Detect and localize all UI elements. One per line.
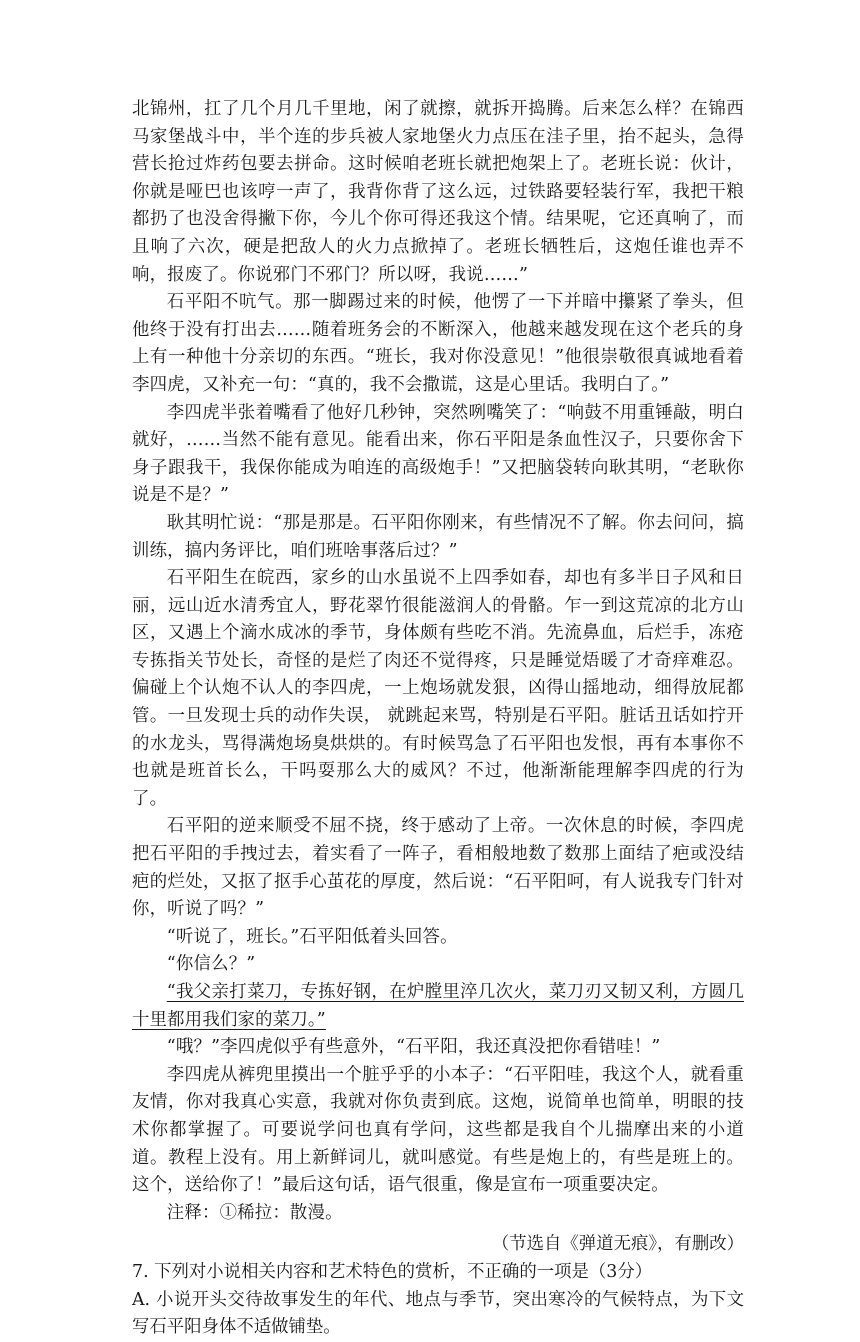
paragraph: “听说了，班长。”石平阳低着头回答。 xyxy=(166,926,458,947)
paragraph: 李四虎从裤兜里摸出一个脏乎乎的小本子：“石平阳哇，我这个人，就看重友情，你对我真心实意，我就对你负责到底。这炮，说简单也简单，明眼的技术你都掌握了。可要说学问也真有学问，这些都是我自个儿揣摩出来的小道道。教程上没有。用上新鲜词儿，就叫感觉。有些是炮上的，有些是班上的。这个，送给你了！”最后这句话，语气很重，像是宣布一项重要决定。 xyxy=(132,1064,744,1196)
paragraph: 耿其明忙说：“那是那是。石平阳你刚来，有些情况不了解。你去问问，搞训练，搞内务评比，咱们班啥事落后过？” xyxy=(132,512,744,561)
paragraph-continued: 北锦州，扛了几个月几千里地，闲了就擦，就拆开捣腾。后来怎么样？在锦西马家堡战斗中，半个连的步兵被人家地堡火力点压在洼子里，抬不起头，急得营长抢过炸药包要去拼命。这时候咱老班长就把炮架上了。老班长说：伙计，你就是哑巴也该哼一声了，我背你背了这么远，过铁路要轻装行军，我把干粮都扔了也没舍得撇下你，今儿个你可得还我这个情。结果呢，它还真响了，而且响了六次，硬是把敌人的火力点掀掉了。老班长牺牲后，这炮任谁也弄不响，报废了。你说邪门不邪门？所以呀，我说……” xyxy=(132,99,744,285)
option-a: A. 小说开头交待故事发生的年代、地点与季节，突出寒冷的气候特点，为下文写石平阳身体不适做铺垫。 xyxy=(132,1289,744,1338)
paragraph: “哦？”李四虎似乎有些意外，“石平阳，我还真没把你看错哇！” xyxy=(166,1037,661,1058)
underlined-text: “我父亲打菜刀，专拣好钢，在炉膛里淬几次火，菜刀刃又韧又利，方圆几十里都用我们家的菜刀。” xyxy=(132,982,744,1030)
source-citation: （节选自《弹道无痕》，有删改） xyxy=(491,1234,744,1255)
paragraph: “你信么？” xyxy=(166,954,256,975)
question-7: 7. 下列对小说相关内容和艺术特色的赏析，不正确的一项是（3分） xyxy=(132,1261,653,1282)
paragraph: 石平阳不吭气。那一脚踢过来的时候，他愣了一下并暗中攥紧了拳头，但他终于没有打出去……随着班务会的不断深入，他越来越发现在这个老兵的身上有一种他十分亲切的东西。“班长，我对你没意见！”他很崇敬很真诚地看着李四虎，又补充一句：“真的，我不会撒谎，这是心里话。我明白了。” xyxy=(132,292,744,395)
paragraph: 石平阳生在皖西，家乡的山水虽说不上四季如春，却也有多半日子风和日丽，远山近水清秀宜人，野花翠竹很能滋润人的骨骼。乍一到这荒凉的北方山区，又遇上个滴水成冰的季节，身体颇有些吃不消。先流鼻血，后烂手，冻疮专拣指关节处长，奇怪的是烂了肉还不觉得疼，只是睡觉焐暖了才奇痒难忍。偏碰上个认炮不认人的李四虎，一上炮场就发狠，凶得山摇地动，细得放屁都管。一旦发现士兵的动作失误， 就跳起来骂，特别是石平阳。脏话丑话如拧开的水龙头，骂得满炮场臭烘烘的。有时候骂急了石平阳也发恨，再有本事你不也就是班首长么，干吗耍那么大的威风？不过，他渐渐能理解李四虎的行为了。 xyxy=(132,568,744,809)
paragraph: 李四虎半张着嘴看了他好几秒钟，突然咧嘴笑了：“响鼓不用重锤敲，明白就好，……当然不能有意见。能看出来，你石平阳是条血性汉子，只要你舍下身子跟我干，我保你能成为咱连的高级炮手！”又把脑袋转向耿其明，“老耿你说是不是？” xyxy=(132,402,744,506)
annotation-note: 注释：①稀拉：散漫。 xyxy=(166,1202,343,1223)
underlined-paragraph xyxy=(132,979,744,1034)
paragraph: 石平阳的逆来顺受不屈不挠，终于感动了上帝。一次休息的时候，李四虎把石平阳的手拽过去，着实看了一阵子，看相般地数了数那上面结了疤或没结疤的烂处，又抠了抠手心茧花的厚度，然后说：“石平阳呵，有人说我专门针对你，听说了吗？” xyxy=(132,816,744,920)
